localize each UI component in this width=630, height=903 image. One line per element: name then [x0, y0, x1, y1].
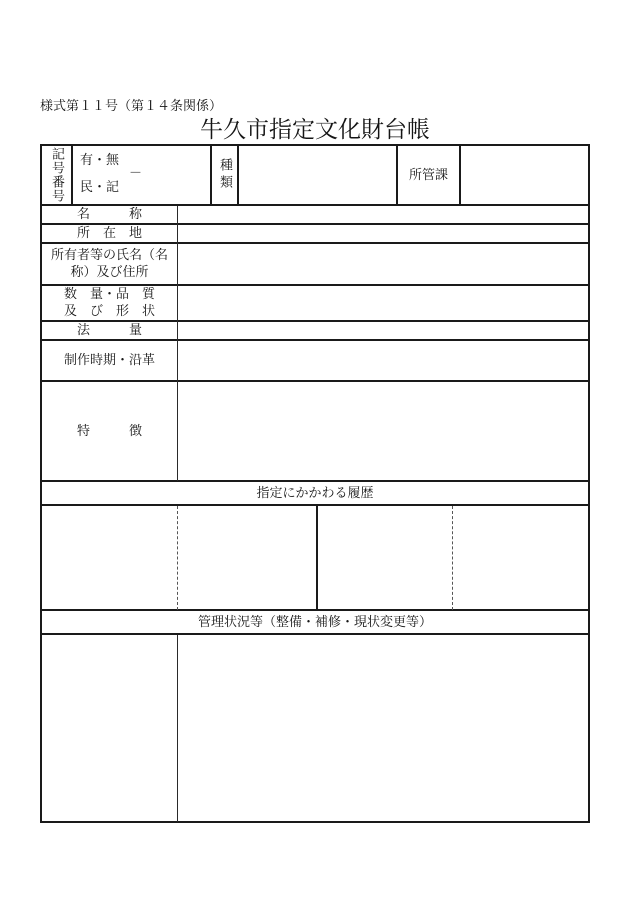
designation-history-header: [42, 482, 588, 504]
table-border-right: [588, 144, 590, 823]
type-label-cell: [212, 146, 237, 204]
history-cell: [178, 506, 316, 609]
dimensions-value-cell: [178, 322, 588, 339]
type-value-cell: [239, 146, 396, 204]
type-label: 種類: [217, 158, 232, 192]
department-label-cell: [398, 146, 459, 204]
production-history-label-cell: [42, 341, 177, 380]
location-label-cell: [42, 225, 177, 242]
production-history-value-cell: [178, 341, 588, 380]
management-date-cell: [42, 635, 177, 821]
dimensions-label-cell: [42, 322, 177, 339]
management-detail-cell: [178, 635, 588, 821]
history-cell: [42, 506, 177, 609]
quantity-label-line: 及 び 形 状: [63, 304, 155, 319]
history-cell: [453, 506, 588, 609]
management-status-title: 管理状況等（整備・補修・現状変更等）: [197, 614, 432, 630]
production-history-label: 制作時期・沿革: [63, 353, 155, 368]
history-cell: [318, 506, 452, 609]
features-label-cell: [42, 382, 177, 480]
quantity-label-cell: [42, 286, 177, 320]
ownership-option: 民・記: [80, 180, 120, 195]
quantity-label-line: 数 量・品 質: [63, 287, 155, 302]
designation-history-title: 指定にかかわる履歴: [256, 485, 374, 501]
record-number-label-cell: [42, 146, 71, 204]
owner-label-line: 称）及び住所: [70, 265, 149, 280]
table-border-bottom: [40, 821, 590, 823]
owner-value-cell: [178, 244, 588, 284]
location-value-cell: [178, 225, 588, 242]
management-status-header: [42, 611, 588, 633]
quantity-value-cell: [178, 286, 588, 320]
existence-option: 有・無: [80, 153, 120, 168]
features-label: 特 徴: [76, 423, 142, 439]
features-value-cell: [178, 382, 588, 480]
page-title: 牛久市指定文化財台帳: [200, 117, 430, 143]
dimensions-label: 法 量: [76, 323, 142, 338]
record-number-dash: －: [129, 166, 143, 181]
form-number: 様式第１１号（第１４条関係）: [40, 99, 223, 114]
location-label: 所 在 地: [76, 226, 142, 241]
name-label-cell: [42, 206, 177, 223]
owner-label-cell: [42, 244, 177, 284]
record-number-label: 記号番号: [49, 147, 64, 203]
department-value-cell: [461, 146, 588, 204]
owner-label-line: 所有者等の氏名（名: [50, 248, 168, 263]
name-value-cell: [178, 206, 588, 223]
department-label: 所管課: [408, 167, 448, 183]
name-label: 名 称: [76, 207, 142, 222]
